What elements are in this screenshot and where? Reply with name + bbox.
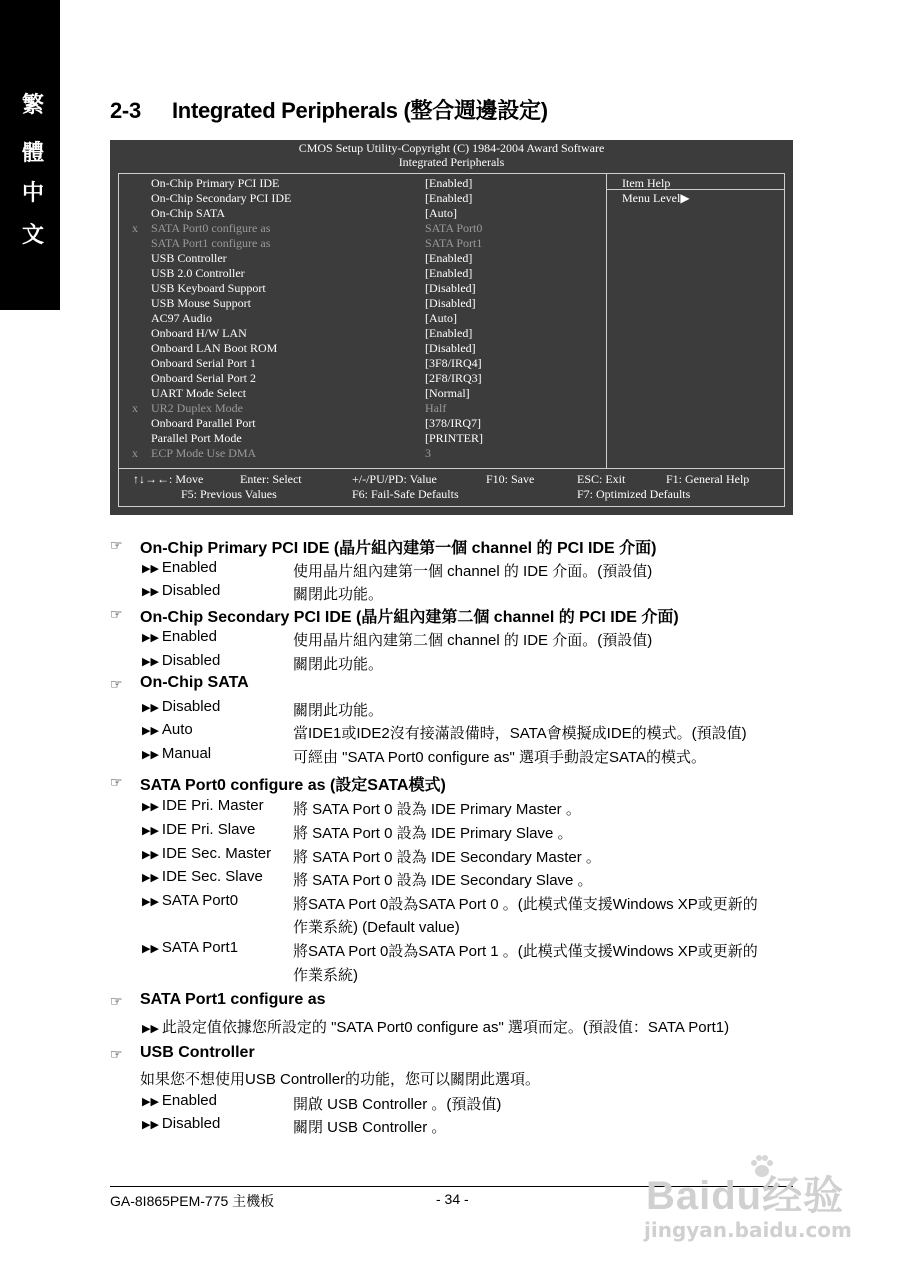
- bios-item-name[interactable]: On-Chip Secondary PCI IDE: [151, 191, 292, 205]
- double-arrow-icon: ▶▶: [142, 586, 159, 598]
- bios-item-value[interactable]: [3F8/IRQ4]: [425, 356, 482, 370]
- double-arrow-icon: ▶▶: [142, 825, 159, 837]
- pointing-hand-icon: ☞: [110, 606, 123, 622]
- option-description-continued: 作業系統) (Default value): [293, 919, 460, 936]
- heading-primary-pci-ide: On-Chip Primary PCI IDE (晶片組內建第一個 channel 的 PCI IDE 介面): [140, 540, 657, 557]
- usb-controller-intro: 如果您不想使用USB Controller的功能，您可以關閉此選項。: [140, 1071, 541, 1088]
- option-label: ▶▶ Auto: [142, 721, 193, 738]
- key-help: F1: General Help: [666, 472, 750, 486]
- double-arrow-icon: ▶▶: [142, 656, 159, 668]
- pointing-hand-icon: ☞: [110, 537, 123, 553]
- bios-item-name[interactable]: Onboard Serial Port 1: [151, 356, 256, 370]
- side-tab-char: 體: [22, 140, 45, 166]
- option-label: ▶▶ IDE Sec. Slave: [142, 868, 263, 885]
- bios-title: CMOS Setup Utility-Copyright (C) 1984-2004 Award Software: [298, 141, 605, 155]
- bios-item-value: 3: [425, 446, 431, 460]
- double-arrow-icon: ▶▶: [142, 632, 159, 644]
- double-arrow-icon: ▶▶: [142, 563, 159, 575]
- key-move: ↑↓→←: Move: [133, 472, 204, 486]
- heading-sata-port1-configure: SATA Port1 configure as: [140, 991, 326, 1008]
- section-number: 2-3: [110, 98, 141, 123]
- option-label: ▶▶ IDE Pri. Slave: [142, 821, 256, 838]
- bios-item-name[interactable]: Onboard Parallel Port: [151, 416, 256, 430]
- watermark-url: jingyan.baidu.com: [644, 1218, 852, 1242]
- bios-item-name[interactable]: USB Mouse Support: [151, 296, 252, 310]
- bios-item-name[interactable]: Onboard LAN Boot ROM: [151, 341, 278, 355]
- bios-item-value[interactable]: [Auto]: [425, 311, 457, 325]
- bios-item-name[interactable]: USB Controller: [151, 251, 227, 265]
- bios-item-name[interactable]: UART Mode Select: [151, 386, 247, 400]
- option-description: 將 SATA Port 0 設為 IDE Secondary Master 。: [293, 849, 601, 866]
- bios-item-value[interactable]: [PRINTER]: [425, 431, 483, 445]
- pointing-hand-icon: ☞: [110, 1046, 123, 1062]
- bios-item-name[interactable]: Onboard H/W LAN: [151, 326, 247, 340]
- option-description: 當IDE1或IDE2沒有接滿設備時，SATA會模擬成IDE的模式。(預設值): [293, 725, 747, 742]
- option-label: ▶▶ Disabled: [142, 698, 221, 715]
- pointing-hand-icon: ☞: [110, 993, 123, 1009]
- section-title: [110, 94, 548, 125]
- key-exit: ESC: Exit: [577, 472, 626, 486]
- bios-item-value[interactable]: [Enabled]: [425, 251, 473, 265]
- bios-screen: [110, 140, 793, 515]
- option-label: ▶▶ Manual: [142, 745, 212, 762]
- double-arrow-icon: ▶▶: [142, 702, 159, 714]
- option-description: 將 SATA Port 0 設為 IDE Primary Slave 。: [293, 825, 573, 842]
- option-description: 將SATA Port 0設為SATA Port 0 。(此模式僅支援Windows XP或更新的: [293, 896, 758, 913]
- option-label: ▶▶ Enabled: [142, 1092, 217, 1109]
- pointing-hand-icon: ☞: [110, 774, 123, 790]
- double-arrow-icon: ▶▶: [142, 849, 159, 861]
- bios-item-value[interactable]: [Normal]: [425, 386, 470, 400]
- option-label: ▶▶ IDE Pri. Master: [142, 797, 264, 814]
- option-label: ▶▶ Enabled: [142, 559, 217, 576]
- bios-item-name[interactable]: Onboard Serial Port 2: [151, 371, 256, 385]
- pointing-hand-icon: ☞: [110, 676, 123, 692]
- heading-on-chip-sata: On-Chip SATA: [140, 674, 249, 691]
- double-arrow-icon: ▶▶: [142, 943, 159, 955]
- option-description: 將SATA Port 0設為SATA Port 1 。(此模式僅支援Windows XP或更新的: [293, 943, 758, 960]
- bios-item-value[interactable]: [Disabled]: [425, 296, 476, 310]
- bios-subtitle: Integrated Peripherals: [398, 155, 505, 169]
- heading-usb-controller: USB Controller: [140, 1044, 255, 1061]
- heading-secondary-pci-ide: On-Chip Secondary PCI IDE (晶片組內建第二個 channel 的 PCI IDE 介面): [140, 609, 679, 626]
- option-label: ▶▶ Disabled: [142, 652, 221, 669]
- heading-sata-port0-configure: SATA Port0 configure as (設定SATA模式): [140, 777, 446, 794]
- option-label: ▶▶ Enabled: [142, 628, 217, 645]
- double-arrow-icon: ▶▶: [142, 896, 159, 908]
- option-label: ▶▶ Disabled: [142, 582, 221, 599]
- double-arrow-icon: ▶▶: [142, 1119, 159, 1131]
- bios-item-name[interactable]: On-Chip SATA: [151, 206, 226, 220]
- bios-item-value[interactable]: [Disabled]: [425, 281, 476, 295]
- key-previous-values: F5: Previous Values: [181, 487, 277, 501]
- bios-item-name[interactable]: USB Keyboard Support: [151, 281, 266, 295]
- option-description: 將 SATA Port 0 設為 IDE Secondary Slave 。: [293, 872, 593, 889]
- double-arrow-icon: ▶▶: [142, 801, 159, 813]
- bios-item-name: SATA Port0 configure as: [151, 221, 271, 235]
- baidu-watermark: [636, 1150, 856, 1260]
- bios-item-name[interactable]: AC97 Audio: [151, 311, 213, 325]
- bios-item-value[interactable]: [2F8/IRQ3]: [425, 371, 482, 385]
- option-description: 使用晶片組內建第一個 channel 的 IDE 介面。(預設值): [293, 563, 653, 580]
- bios-item-name[interactable]: On-Chip Primary PCI IDE: [151, 176, 280, 190]
- double-arrow-icon: ▶▶: [142, 749, 159, 761]
- option-label: ▶▶ Disabled: [142, 1115, 221, 1132]
- bios-item-name[interactable]: USB 2.0 Controller: [151, 266, 245, 280]
- bios-item-name: SATA Port1 configure as: [151, 236, 271, 250]
- footer-model: GA-8I865PEM-775 主機板: [110, 1193, 275, 1209]
- side-tab-char: 中: [22, 180, 45, 206]
- option-label: ▶▶ SATA Port1: [142, 939, 239, 956]
- key-optimized-defaults: F7: Optimized Defaults: [577, 487, 691, 501]
- key-select: Enter: Select: [240, 472, 302, 486]
- double-arrow-icon: ▶▶: [142, 872, 159, 884]
- bios-item-value[interactable]: [Enabled]: [425, 266, 473, 280]
- bios-item-value: Half: [425, 401, 447, 415]
- option-description: 關閉此功能。: [293, 702, 384, 719]
- option-description: 開啟 USB Controller 。(預設值): [293, 1096, 502, 1113]
- footer-page-number: - 34 -: [436, 1191, 469, 1207]
- option-description: 可經由 "SATA Port0 configure as" 選項手動設定SATA的模式。: [293, 749, 706, 766]
- key-value: +/-/PU/PD: Value: [352, 472, 437, 486]
- double-arrow-icon: ▶▶: [142, 1023, 159, 1035]
- bios-item-value[interactable]: [Disabled]: [425, 341, 476, 355]
- option-description: 使用晶片組內建第二個 channel 的 IDE 介面。(預設值): [293, 632, 653, 649]
- bios-item-disabled-mark: x: [132, 221, 138, 235]
- option-label: ▶▶ SATA Port0: [142, 892, 239, 909]
- bios-item-value[interactable]: [Enabled]: [425, 176, 473, 190]
- bios-item-name: ECP Mode Use DMA: [151, 446, 257, 460]
- option-description: 將 SATA Port 0 設為 IDE Primary Master 。: [293, 801, 581, 818]
- option-description: 關閉此功能。: [293, 656, 384, 673]
- bios-item-value: SATA Port1: [425, 236, 483, 250]
- double-arrow-icon: ▶▶: [142, 725, 159, 737]
- bios-item-value[interactable]: [Enabled]: [425, 326, 473, 340]
- double-arrow-icon: ▶▶: [142, 1096, 159, 1108]
- side-tab-char: 文: [22, 222, 45, 248]
- key-save: F10: Save: [486, 472, 535, 486]
- bios-item-value[interactable]: [Auto]: [425, 206, 457, 220]
- bios-item-value[interactable]: [378/IRQ7]: [425, 416, 481, 430]
- watermark-logo: Baidu经验: [646, 1174, 845, 1218]
- bios-help-frame: [606, 173, 785, 469]
- option-label: ▶▶ IDE Sec. Master: [142, 845, 272, 862]
- bios-item-disabled-mark: x: [132, 446, 138, 460]
- bios-item-name[interactable]: Parallel Port Mode: [151, 431, 242, 445]
- key-failsafe-defaults: F6: Fail-Safe Defaults: [352, 487, 459, 501]
- item-help-label: Item Help: [622, 176, 671, 190]
- option-description: 關閉 USB Controller 。: [293, 1119, 447, 1136]
- section-heading: Integrated Peripherals (整合週邊設定): [172, 98, 548, 123]
- option-description-continued: 作業系統): [293, 967, 358, 984]
- option-description: 關閉此功能。: [293, 586, 384, 603]
- menu-level-label: Menu Level▶: [622, 191, 690, 205]
- bios-item-value: SATA Port0: [425, 221, 483, 235]
- side-tab-char: 繁: [22, 92, 45, 118]
- option-note: ▶▶ 此設定值依據您所設定的 "SATA Port0 configure as" 選項而定。(預設值：SATA Port1): [142, 1019, 730, 1036]
- bios-item-name: UR2 Duplex Mode: [151, 401, 243, 415]
- bios-item-value[interactable]: [Enabled]: [425, 191, 473, 205]
- language-side-tab: [0, 0, 60, 310]
- bios-item-disabled-mark: x: [132, 401, 138, 415]
